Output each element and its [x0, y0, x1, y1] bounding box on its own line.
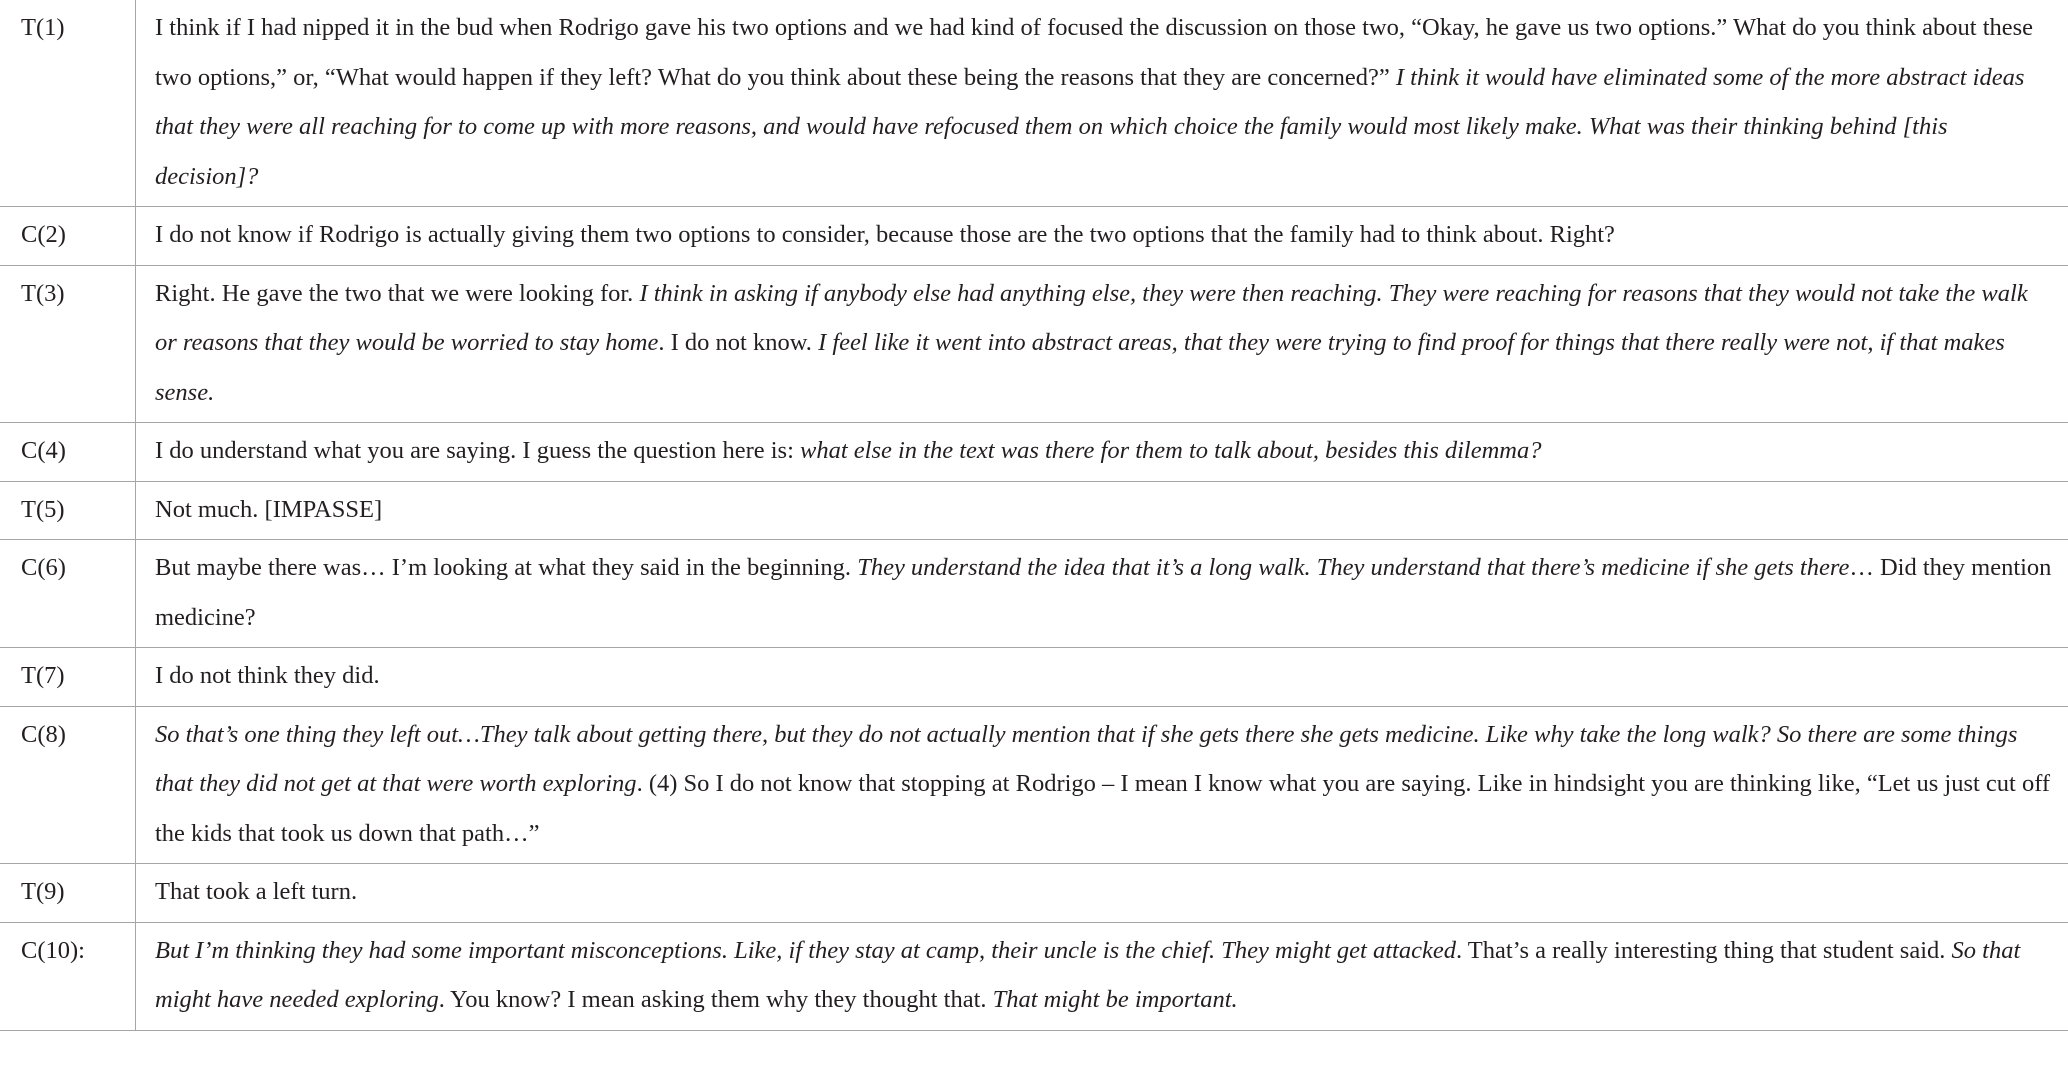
speaker-cell: C(2): [0, 207, 136, 266]
transcript-row: [0, 540, 2068, 648]
utterance-cell: [136, 265, 2068, 423]
speaker-cell: T(7): [0, 648, 136, 707]
speaker-cell: C(6): [0, 540, 136, 648]
utterance-text: Not much. [IMPASSE]: [155, 495, 383, 523]
speaker-cell: T(1): [0, 0, 136, 207]
utterance-italic-text: So that’s one thing they left out…They talk about getting there, but they do not actually mention that if she gets there she gets medicine. Like why take the long walk? So there are some things that they did not get at that were worth exploring: [155, 720, 2018, 797]
utterance-cell: [136, 207, 2068, 266]
transcript-row: [0, 864, 2068, 923]
utterance-text: … Did they mention medicine?: [155, 554, 2052, 631]
utterance-cell: [136, 481, 2068, 540]
utterance-text: I do understand what you are saying. I guess the question here is:: [155, 437, 801, 464]
utterance-italic-text: I think in asking if anybody else had anything else, they were then reaching. They were reaching for reasons that they would not take the walk or reasons that they would be worried to stay home: [155, 279, 2028, 356]
speaker-cell: C(10):: [0, 922, 136, 1030]
utterance-text: Right. He gave the two that we were looking for.: [155, 279, 640, 307]
utterance-cell: [136, 0, 2068, 207]
transcript-row: [0, 423, 2068, 482]
utterance-text: . (4) So I do not know that stopping at Rodrigo – I mean I know what you are saying. Like in hindsight you are thinking like, “Let us just cut off the kids that took us down that path…”: [155, 770, 2051, 847]
transcript-row: [0, 207, 2068, 266]
utterance-text: But maybe there was… I’m looking at what they said in the beginning.: [155, 554, 858, 581]
speaker-cell: C(8): [0, 706, 136, 864]
transcript-row: [0, 922, 2068, 1030]
speaker-cell: C(4): [0, 423, 136, 482]
utterance-text: That took a left turn.: [155, 878, 358, 905]
transcript-row: [0, 648, 2068, 707]
utterance-text: . You know? I mean asking them why they thought that.: [438, 986, 993, 1013]
utterance-cell: [136, 922, 2068, 1030]
transcript-row: [0, 706, 2068, 864]
utterance-cell: [136, 648, 2068, 707]
transcript-row: [0, 265, 2068, 423]
utterance-italic-text: I feel like it went into abstract areas, that they were trying to find proof for things that there really were not, if that makes sense.: [155, 329, 2005, 406]
utterance-italic-text: But I’m thinking they had some important misconceptions. Like, if they stay at camp, their uncle is the chief. They might get attacked: [155, 936, 1456, 964]
utterance-text: I think if I had nipped it in the bud when Rodrigo gave his two options and we had kind of focused the discussion on those two, “Okay, he gave us two options.” What do you think about these two options,” or, “What would happen if they left? What do you think about these being the reasons that they are concerned?”: [155, 14, 2034, 91]
utterance-text: . That’s a really interesting thing that student said.: [1455, 936, 1952, 964]
utterance-italic-text: They understand the idea that it’s a long walk. They understand that there’s medicine if she gets there: [857, 554, 1850, 581]
utterance-italic-text: That might be important.: [992, 986, 1238, 1013]
utterance-cell: [136, 540, 2068, 648]
utterance-text: I do not think they did.: [155, 662, 380, 689]
transcript-row: [0, 481, 2068, 540]
utterance-italic-text: So that might have needed exploring: [155, 936, 2021, 1013]
speaker-cell: T(9): [0, 864, 136, 923]
utterance-cell: [136, 864, 2068, 923]
utterance-text: . I do not know.: [658, 329, 819, 356]
utterance-cell: [136, 423, 2068, 482]
utterance-italic-text: I think it would have eliminated some of the more abstract ideas that they were all reaching for to come up with more reasons, and would have refocused them on which choice the family would most likely make. What was their thinking behind [this decision]?: [155, 63, 2025, 190]
transcript-row: [0, 0, 2068, 207]
utterance-cell: [136, 706, 2068, 864]
utterance-italic-text: what else in the text was there for them to talk about, besides this dilemma?: [800, 437, 1542, 464]
speaker-cell: T(3): [0, 265, 136, 423]
utterance-text: I do not know if Rodrigo is actually giving them two options to consider, because those are the two options that the family had to think about. Right?: [155, 221, 1615, 248]
speaker-cell: T(5): [0, 481, 136, 540]
